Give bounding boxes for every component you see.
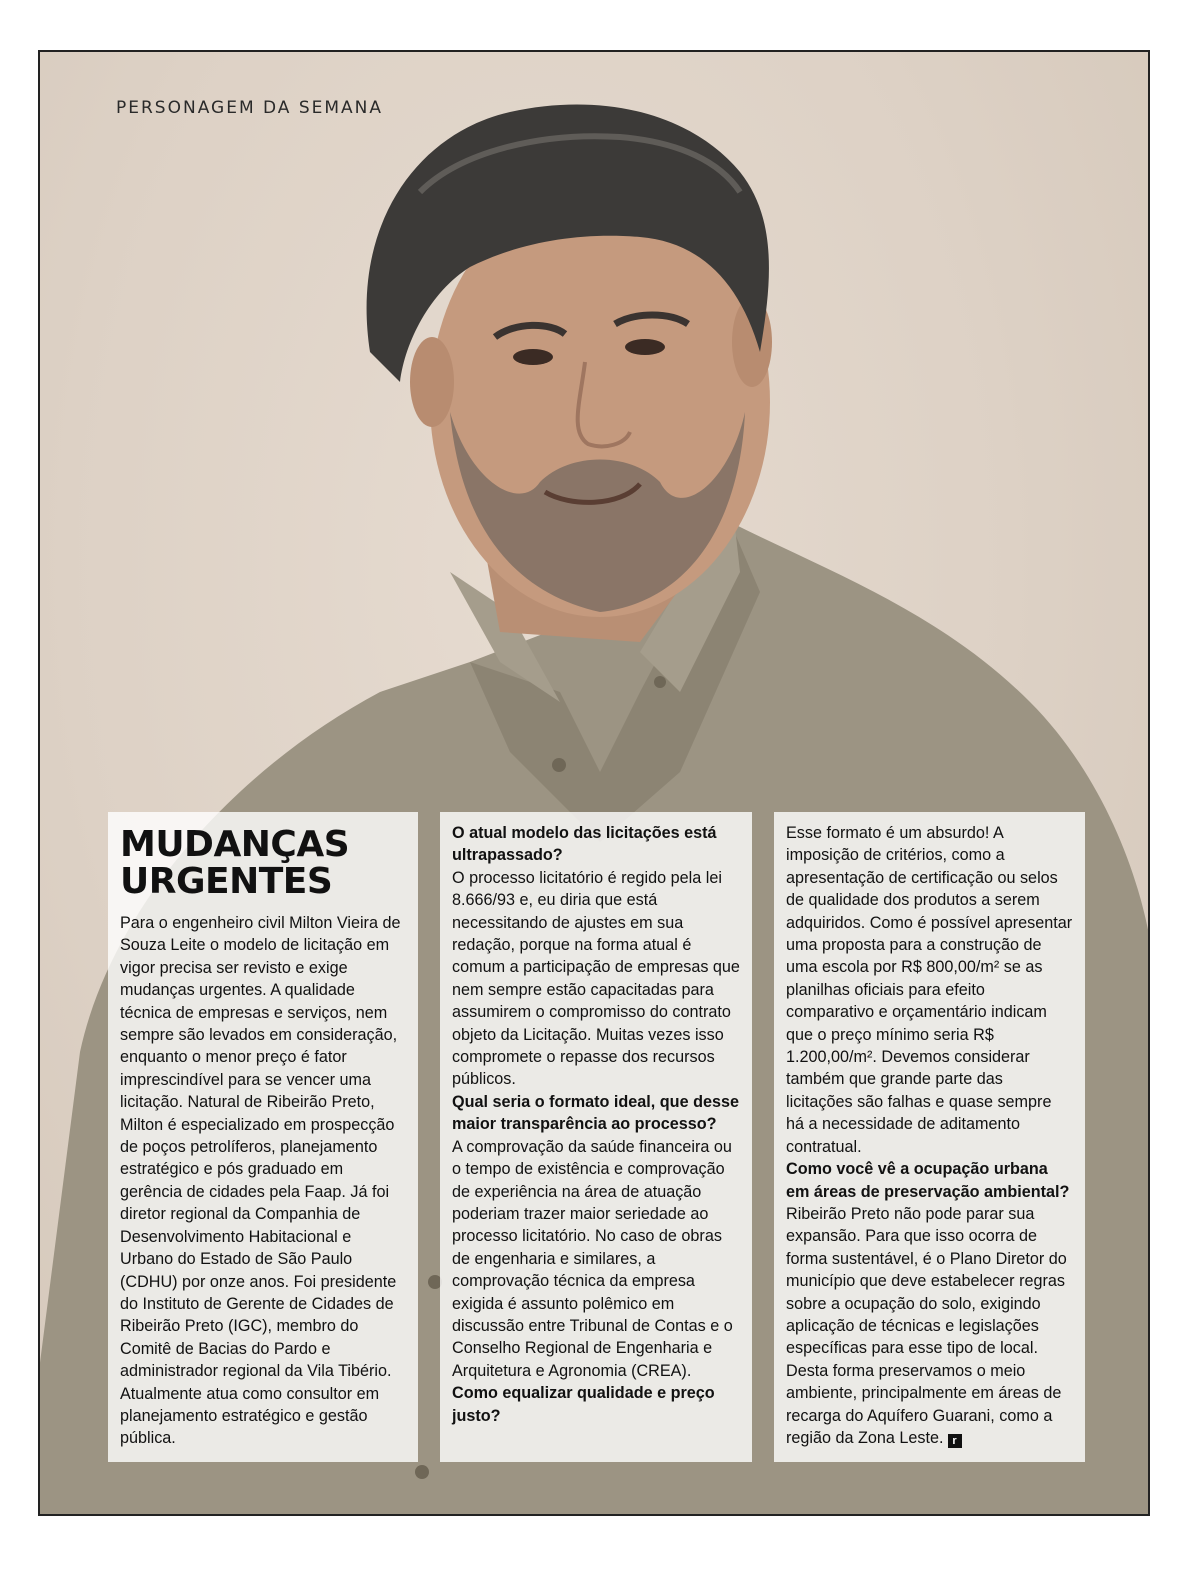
answer-1: O processo licitatório é regido pela lei 8.666/93 e, eu diria que está necessitando de ajustes em sua redação, porque na forma atual é comum a participação de empresas que nem sempre estão capacitadas para assumirem o compromisso do contrato objeto da Licitação. Muitas vezes isso compromete o repasse dos recursos públicos.	[452, 868, 740, 1089]
question-1: O atual modelo das licitações está ultrapassado?	[452, 824, 717, 865]
question-4: Como você vê a ocupação urbana em áreas de preservação ambiental?	[786, 1160, 1070, 1201]
answer-3: Esse formato é um absurdo! A imposição de critérios, como a apresentação de certificação ou selos de qualidade dos produtos a serem adquiridos. Como é possível apresentar uma proposta para a construção de uma escola por R$ 800,00/m² se as planilhas oficiais para efeito comparativo e orçamentário indicam que o preço mínimo seria R$ 1.200,00/m². Devemos considerar também que grande parte das licitações são falhas e quase sempre há a necessidade de aditamento contratual.	[786, 824, 1073, 1156]
end-mark-icon: r	[948, 1434, 962, 1448]
column-interview-1	[440, 812, 752, 1462]
answer-4	[786, 1203, 1073, 1449]
column-intro	[108, 812, 418, 1462]
column-interview-2	[774, 812, 1085, 1462]
answer-4-text: Ribeirão Preto não pode parar sua expansão. Para que isso ocorra de forma sustentável, é o Plano Diretor do município que deve estabelecer regras sobre a ocupação do solo, exigindo aplicação de técnicas e legislações específicas para esse tipo de local. Desta forma preservamos o meio ambiente, principalmente em áreas de recarga do Aquífero Guarani, como a região da Zona Leste.	[786, 1204, 1067, 1447]
intro-paragraph: Para o engenheiro civil Milton Vieira de Souza Leite o modelo de licitação em vigor precisa ser revisto e exige mudanças urgentes. A qualidade técnica de empresas e serviços, nem sempre são levados em consideração, enquanto o menor preço é fator imprescindível para se vencer uma licitação. Natural de Ribeirão Preto, Milton é especializado em prospecção de poços petrolíferos, planejamento estratégico e pós graduado em gerência de cidades pela Faap. Já foi diretor regional da Companhia de Desenvolvimento Habitacional e Urbano do Estado de São Paulo (CDHU) por onze anos. Foi presidente do Instituto de Gerente de Cidades de Ribeirão Preto (IGC), membro do Comitê de Bacias do Pardo e administrador regional da Vila Tibério. Atualmente atua como consultor em planejamento estratégico e gestão pública.	[120, 914, 401, 1448]
headline	[120, 826, 406, 900]
section-label: PERSONAGEM DA SEMANA	[116, 98, 384, 118]
question-2: Qual seria o formato ideal, que desse maior transparência ao processo?	[452, 1092, 739, 1134]
question-3: Como equalizar qualidade e preço justo?	[452, 1384, 715, 1425]
headline-line-2: URGENTES	[120, 861, 333, 902]
answer-2: A comprovação da saúde financeira ou o tempo de existência e comprovação de experiência na área de atuação poderiam trazer maior seriedade ao processo licitatório. No caso de obras de engenharia e similares, a comprovação técnica da empresa exigida é assunto polêmico em discussão entre Tribunal de Contas e o Conselho Regional de Engenharia e Arquitetura e Agronomia (CREA).	[452, 1137, 733, 1380]
article-page	[38, 50, 1150, 1516]
headline-line-1: MUDANÇAS	[120, 824, 350, 865]
